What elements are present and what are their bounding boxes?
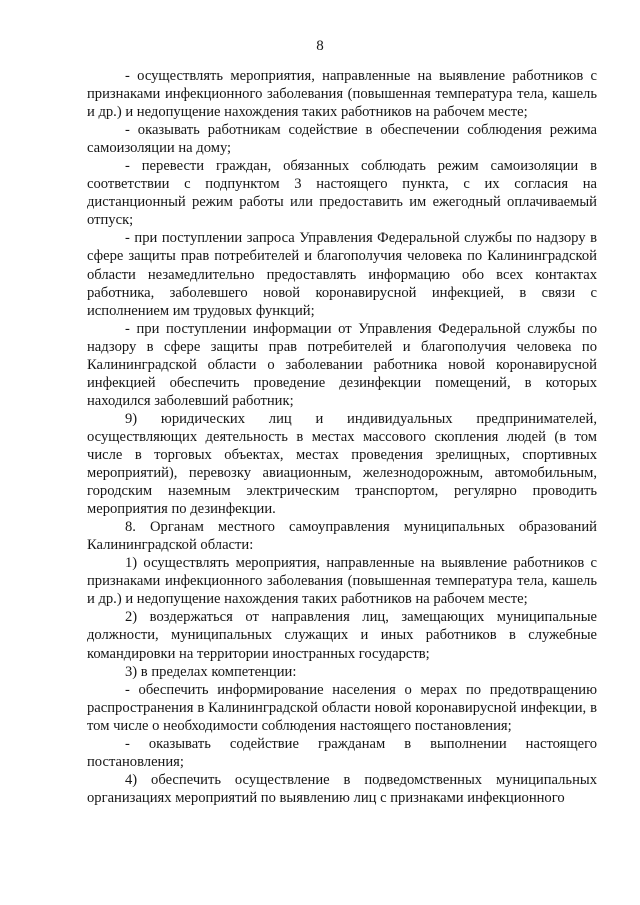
paragraph-item-9: 9) юридических лиц и индивидуальных предпринимателей, осуществляющих деятельность в местах массового скопления людей (в том числе в торговых объектах, местах проведения зрелищных, спортивных мероприятий), перевозку авиационным, железнодорожным, автомобильным, городским наземным электрическим транспортом, регулярно проводить мероприятия по дезинфекции.	[87, 410, 597, 518]
paragraph-informing-population: - обеспечить информирование населения о мерах по предотвращению распространения в Калининградской области новой коронавирусной инфекции, в том числе о необходимости соблюдения настоящего постановления;	[87, 681, 597, 734]
document-body	[87, 67, 597, 807]
paragraph-employee-detection: - осуществлять мероприятия, направленные на выявление работников с признаками инфекционного заболевания (повышенная температура тела, кашель и др.) и недопущение нахождения таких работников на рабочем месте;	[87, 68, 597, 121]
paragraph-section-8: 8. Органам местного самоуправления муниципальных образований Калининградской области:	[87, 519, 597, 554]
paragraph-disinfection-premises: - при поступлении информации от Управления Федеральной службы по надзору в сфере защиты прав потребителей и благополучия человека по Калининградской области о заболевании работника новой коронавирусной инфекцией обеспечить проведение дезинфекции помещений, в которых находился заболевший работник;	[87, 320, 597, 409]
paragraph-item-2: 2) воздержаться от направления лиц, замещающих муниципальные должности, муниципальных служащих и иных работников в служебные командировки на территории иностранных государств;	[87, 609, 597, 662]
paragraph-remote-work: - перевести граждан, обязанных соблюдать режим самоизоляции в соответствии с подпунктом 3 настоящего пункта, с их согласия на дистанционный режим работы или предоставить им ежегодный оплачиваемый отпуск;	[87, 158, 597, 229]
paragraph-item-4: 4) обеспечить осуществление в подведомственных муниципальных организациях мероприятий по выявлению лиц с признаками инфекционного	[87, 771, 597, 806]
paragraph-item-1: 1) осуществлять мероприятия, направленные на выявление работников с признаками инфекционного заболевания (повышенная температура тела, кашель и др.) и недопущение нахождения таких работников на рабочем месте;	[87, 555, 597, 608]
paragraph-contact-information: - при поступлении запроса Управления Федеральной службы по надзору в сфере защиты прав потребителей и благополучия человека по Калининградской области незамедлительно предоставлять информацию обо всех контактах работника, заболевшего новой коронавирусной инфекцией, в связи с исполнением им трудовых функций;	[87, 230, 597, 319]
paragraph-item-3: 3) в пределах компетенции:	[125, 663, 297, 680]
page-number: 8	[316, 38, 324, 54]
paragraph-assist-citizens: - оказывать содействие гражданам в выполнении настоящего постановления;	[87, 735, 597, 770]
paragraph-self-isolation-assistance: - оказывать работникам содействие в обеспечении соблюдения режима самоизоляции на дому;	[87, 122, 597, 157]
